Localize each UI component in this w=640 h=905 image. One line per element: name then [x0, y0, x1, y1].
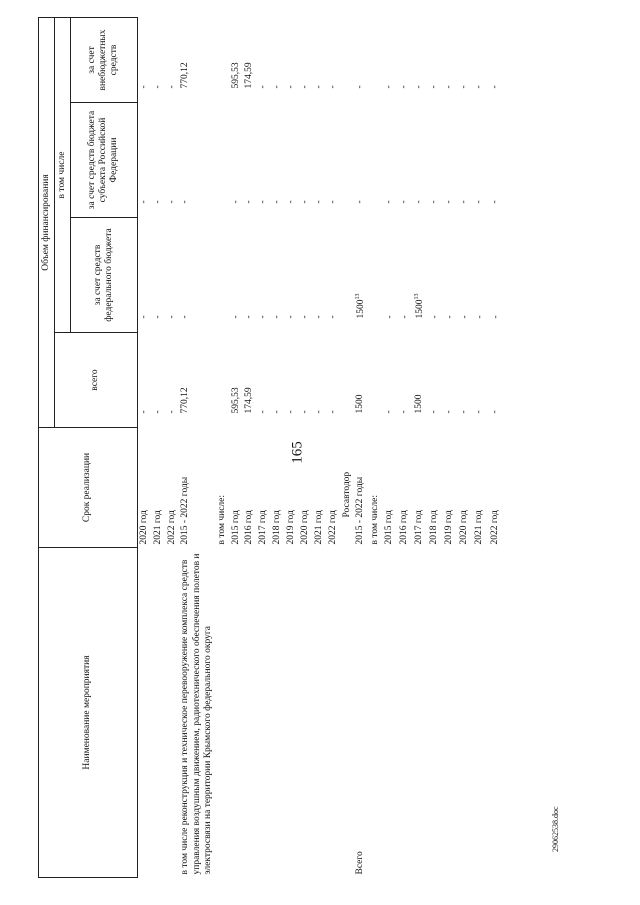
table-row [443, 17, 458, 877]
cell-federal-text: - [244, 315, 255, 319]
cell-total-text: - [299, 410, 310, 414]
cell-extra [327, 17, 341, 102]
cell-federal [458, 218, 473, 333]
cell-name [216, 548, 230, 878]
cell-extra-text: - [474, 85, 485, 89]
cell-extra [354, 17, 369, 102]
cell-total [489, 333, 504, 428]
cell-extra-text: - [459, 85, 470, 89]
cell-extra-text: - [384, 85, 395, 89]
cell-regional-text: - [444, 200, 455, 204]
cell-regional-text: - [313, 200, 324, 204]
cell-regional-text: - [138, 200, 149, 204]
cell-regional [285, 103, 299, 218]
cell-federal-text: - [180, 315, 191, 319]
cell-federal [299, 218, 313, 333]
cell-total [137, 333, 151, 428]
cell-extra-text: - [414, 85, 425, 89]
cell-federal [398, 218, 413, 333]
table-body-section [341, 17, 355, 877]
cell-regional-text: - [180, 200, 191, 204]
cell-federal-text: - [430, 315, 441, 319]
cell-total [443, 333, 458, 428]
cell-regional [354, 103, 369, 218]
cell-period-text: 2017 год [258, 510, 269, 545]
cell-period-text: 2021 год [474, 510, 485, 545]
table-row [413, 17, 428, 877]
cell-federal [166, 218, 180, 333]
cell-federal-text: - [475, 315, 486, 319]
cell-extra [152, 17, 166, 102]
cell-period [179, 428, 215, 548]
table-row [398, 17, 413, 877]
cell-federal [473, 218, 488, 333]
cell-period [152, 428, 166, 548]
cell-total-text: - [489, 410, 500, 414]
cell-regional-text: - [399, 200, 410, 204]
cell-period [327, 428, 341, 548]
cell-federal-text: - [152, 315, 163, 319]
cell-name [369, 548, 383, 878]
cell-period-text: 2020 год [459, 510, 470, 545]
header-extra: за счет внебюджетных средств [70, 17, 137, 102]
cell-federal [137, 218, 151, 333]
cell-name [313, 548, 327, 878]
cell-period-text: 2019 год [286, 510, 297, 545]
cell-regional-text: - [414, 200, 425, 204]
cell-name [413, 548, 428, 878]
cell-extra [489, 17, 504, 102]
cell-total-text: 595,53 [230, 387, 241, 414]
cell-total [152, 333, 166, 428]
cell-total-text: - [166, 410, 177, 414]
cell-federal [383, 218, 398, 333]
table-row [354, 17, 369, 877]
cell-period [398, 428, 413, 548]
cell-regional-text: - [230, 200, 241, 204]
cell-name [473, 548, 488, 878]
cell-total [285, 333, 299, 428]
cell-total [313, 333, 327, 428]
cell-extra [398, 17, 413, 102]
cell-total-text: - [459, 410, 470, 414]
cell-period-text: 2018 год [429, 510, 440, 545]
cell-extra [369, 17, 383, 102]
cell-extra-text: - [399, 85, 410, 89]
header-federal: за счет средств федерального бюджета [70, 218, 137, 333]
page-number: 165 [289, 441, 306, 464]
header-funding: Объем финансирования [39, 17, 55, 427]
cell-extra-text: - [299, 85, 310, 89]
cell-name [428, 548, 443, 878]
cell-federal-text: - [138, 315, 149, 319]
cell-federal [179, 218, 215, 333]
cell-period [443, 428, 458, 548]
cell-federal [230, 218, 244, 333]
cell-period-text: 2020 год [299, 510, 310, 545]
table-row [166, 17, 180, 877]
cell-period [137, 428, 151, 548]
cell-period [166, 428, 180, 548]
cell-extra-text: - [444, 85, 455, 89]
cell-extra-text: - [489, 85, 500, 89]
cell-total [428, 333, 443, 428]
cell-federal-text: - [286, 315, 297, 319]
cell-name [137, 548, 151, 878]
cell-regional-text: - [474, 200, 485, 204]
funding-table [38, 17, 504, 878]
cell-federal-text: - [490, 315, 501, 319]
header-including: в том числе [54, 17, 70, 332]
cell-total-text: - [272, 410, 283, 414]
cell-extra-text: - [355, 85, 366, 89]
cell-extra-text: 595,53 [230, 62, 241, 89]
cell-period-text: в том числе: [370, 494, 381, 545]
cell-regional-text: - [299, 200, 310, 204]
cell-period-text: 2021 год [313, 510, 324, 545]
cell-regional [179, 103, 215, 218]
cell-period [383, 428, 398, 548]
footer-filename: 29062538.doc [551, 806, 560, 852]
cell-period [369, 428, 383, 548]
cell-federal [489, 218, 504, 333]
table-row [458, 17, 473, 877]
cell-federal [443, 218, 458, 333]
cell-federal [216, 218, 230, 333]
cell-period-text: в том числе: [216, 494, 227, 545]
cell-total-text: - [152, 410, 163, 414]
cell-regional [137, 103, 151, 218]
section-row [341, 17, 355, 877]
cell-total [216, 333, 230, 428]
cell-federal-text: - [327, 315, 338, 319]
cell-period [489, 428, 504, 548]
cell-regional [257, 103, 271, 218]
cell-regional [489, 103, 504, 218]
cell-extra [271, 17, 285, 102]
cell-regional [327, 103, 341, 218]
table-row [299, 17, 313, 877]
cell-extra-text: - [166, 85, 177, 89]
cell-name [327, 548, 341, 878]
cell-regional-text: - [429, 200, 440, 204]
cell-total-text: - [313, 410, 324, 414]
cell-federal-text: 1500 [415, 299, 426, 319]
table-row [285, 17, 299, 877]
cell-name [243, 548, 257, 878]
cell-federal [285, 218, 299, 333]
cell-extra [230, 17, 244, 102]
cell-federal-text: - [272, 315, 283, 319]
cell-name [489, 548, 504, 878]
cell-federal-text: - [166, 315, 177, 319]
cell-extra [443, 17, 458, 102]
cell-total [179, 333, 215, 428]
cell-federal-text: - [230, 315, 241, 319]
cell-total [257, 333, 271, 428]
cell-total [230, 333, 244, 428]
cell-regional [413, 103, 428, 218]
cell-extra [473, 17, 488, 102]
cell-federal [257, 218, 271, 333]
cell-extra [216, 17, 230, 102]
cell-period-text: 2015 год [384, 510, 395, 545]
cell-total [369, 333, 383, 428]
cell-federal-text: - [299, 315, 310, 319]
cell-total [243, 333, 257, 428]
cell-total [299, 333, 313, 428]
cell-regional [230, 103, 244, 218]
cell-extra-text: - [313, 85, 324, 89]
cell-total-text: - [474, 410, 485, 414]
cell-name [299, 548, 313, 878]
cell-period-text: 2016 год [244, 510, 255, 545]
table-row [383, 17, 398, 877]
cell-extra [413, 17, 428, 102]
cell-name [152, 548, 166, 878]
cell-total-text: - [444, 410, 455, 414]
cell-regional [216, 103, 230, 218]
cell-name [383, 548, 398, 878]
cell-extra-text: 174,59 [244, 62, 255, 89]
cell-period-text: 2022 год [489, 510, 500, 545]
table-row [243, 17, 257, 877]
table-row [152, 17, 166, 877]
cell-federal-text: - [400, 315, 411, 319]
cell-name [285, 548, 299, 878]
cell-regional [152, 103, 166, 218]
cell-federal [327, 218, 341, 333]
cell-federal [313, 218, 327, 333]
cell-total-text: 1500 [414, 394, 425, 414]
cell-period [230, 428, 244, 548]
cell-total-text: - [138, 410, 149, 414]
cell-total [271, 333, 285, 428]
cell-total-text: - [399, 410, 410, 414]
cell-regional [271, 103, 285, 218]
cell-name [271, 548, 285, 878]
cell-extra-text: - [286, 85, 297, 89]
cell-name [443, 548, 458, 878]
cell-regional [369, 103, 383, 218]
cell-regional [398, 103, 413, 218]
cell-regional-text: - [459, 200, 470, 204]
header-period: Срок реализации [39, 428, 138, 548]
cell-period [428, 428, 443, 548]
cell-total-text: - [384, 410, 395, 414]
cell-extra [257, 17, 271, 102]
cell-extra [137, 17, 151, 102]
cell-extra [243, 17, 257, 102]
cell-name [230, 548, 244, 878]
cell-total [473, 333, 488, 428]
table-row [327, 17, 341, 877]
cell-period-text: 2015 год [230, 510, 241, 545]
table-row [257, 17, 271, 877]
cell-extra [166, 17, 180, 102]
cell-regional-text: - [166, 200, 177, 204]
cell-total-text: - [429, 410, 440, 414]
cell-period-text: 2018 год [272, 510, 283, 545]
cell-total-text: 770,12 [180, 387, 191, 414]
cell-total-text: 1500 [355, 394, 366, 414]
cell-period-text: 2016 год [399, 510, 410, 545]
cell-period [458, 428, 473, 548]
cell-extra-text: - [327, 85, 338, 89]
table-row [230, 17, 244, 877]
cell-federal-text: - [258, 315, 269, 319]
cell-regional-text: - [152, 200, 163, 204]
cell-name [398, 548, 413, 878]
cell-federal-text: 1500 [356, 299, 367, 319]
cell-period-text: 2015 - 2022 годы [180, 476, 191, 545]
cell-period-text: 2015 - 2022 годы [355, 476, 366, 545]
header-total: всего [54, 333, 137, 428]
cell-total-text: - [327, 410, 338, 414]
cell-regional [458, 103, 473, 218]
cell-federal-text: - [385, 315, 396, 319]
cell-period [354, 428, 369, 548]
cell-period [257, 428, 271, 548]
cell-total-text: - [286, 410, 297, 414]
table-row [313, 17, 327, 877]
cell-period [473, 428, 488, 548]
cell-name-text: в том числе реконструкция и техническое перевооружение комплекса средств управления воздушным движением, радиотехнического обеспечения полетов и электросвязи на территории Крымского федерального округа [180, 553, 214, 875]
table-row [137, 17, 151, 877]
cell-extra-text: - [258, 85, 269, 89]
cell-total [354, 333, 369, 428]
footnote-marker: 13 [355, 293, 362, 300]
cell-federal [369, 218, 383, 333]
footnote-marker: 13 [414, 293, 421, 300]
cell-federal-text: - [460, 315, 471, 319]
header-regional: за счет средств бюджета субъекта Российской Федерации [70, 103, 137, 218]
table-row [473, 17, 488, 877]
cell-federal [152, 218, 166, 333]
cell-period [216, 428, 230, 548]
cell-period [313, 428, 327, 548]
table-row [428, 17, 443, 877]
cell-period-text: 2022 год [166, 510, 177, 545]
table-row [271, 17, 285, 877]
cell-period-text: 2022 год [327, 510, 338, 545]
cell-total [383, 333, 398, 428]
cell-federal [413, 218, 428, 333]
cell-total-text: - [258, 410, 269, 414]
cell-regional-text: - [489, 200, 500, 204]
table-row [369, 17, 383, 877]
cell-regional-text: - [258, 200, 269, 204]
cell-extra [179, 17, 215, 102]
cell-period-text: 2021 год [152, 510, 163, 545]
cell-regional-text: - [272, 200, 283, 204]
cell-extra [313, 17, 327, 102]
cell-regional [299, 103, 313, 218]
cell-period-text: 2020 год [138, 510, 149, 545]
cell-extra-text: - [272, 85, 283, 89]
cell-extra-text: - [152, 85, 163, 89]
cell-federal-text: - [313, 315, 324, 319]
cell-federal [428, 218, 443, 333]
cell-regional [443, 103, 458, 218]
cell-period-text: 2019 год [444, 510, 455, 545]
rotated-table-wrapper [38, 18, 598, 878]
cell-extra-text: - [138, 85, 149, 89]
cell-extra [299, 17, 313, 102]
cell-federal [243, 218, 257, 333]
cell-name [257, 548, 271, 878]
cell-federal [354, 218, 369, 333]
cell-period [243, 428, 257, 548]
table-body-main [137, 17, 340, 877]
table-row [489, 17, 504, 877]
cell-total [458, 333, 473, 428]
table-row [216, 17, 230, 877]
cell-regional [383, 103, 398, 218]
cell-total [398, 333, 413, 428]
cell-regional [428, 103, 443, 218]
table-body-rosavtodor [354, 17, 503, 877]
cell-name-text: Всего [355, 851, 366, 875]
cell-total [327, 333, 341, 428]
cell-name [166, 548, 180, 878]
cell-period [271, 428, 285, 548]
cell-regional-text: - [355, 200, 366, 204]
cell-regional [243, 103, 257, 218]
cell-period [285, 428, 299, 548]
cell-regional [166, 103, 180, 218]
cell-total [413, 333, 428, 428]
cell-name [458, 548, 473, 878]
header-name: Наименование мероприятия [39, 548, 138, 878]
cell-extra [458, 17, 473, 102]
cell-regional [313, 103, 327, 218]
section-title: Росавтодор [341, 471, 352, 518]
cell-extra-text: - [429, 85, 440, 89]
cell-total-text: 174,59 [244, 387, 255, 414]
cell-federal-text: - [445, 315, 456, 319]
cell-regional-text: - [384, 200, 395, 204]
table-row [179, 17, 215, 877]
cell-extra [428, 17, 443, 102]
cell-period [299, 428, 313, 548]
cell-name [354, 548, 369, 878]
cell-extra-text: 770,12 [180, 62, 191, 89]
cell-regional-text: - [286, 200, 297, 204]
cell-name [179, 548, 215, 878]
cell-federal [271, 218, 285, 333]
cell-period-text: 2017 год [414, 510, 425, 545]
cell-period [413, 428, 428, 548]
cell-extra [383, 17, 398, 102]
cell-extra [285, 17, 299, 102]
cell-total [166, 333, 180, 428]
cell-regional [473, 103, 488, 218]
cell-regional-text: - [327, 200, 338, 204]
cell-regional-text: - [244, 200, 255, 204]
